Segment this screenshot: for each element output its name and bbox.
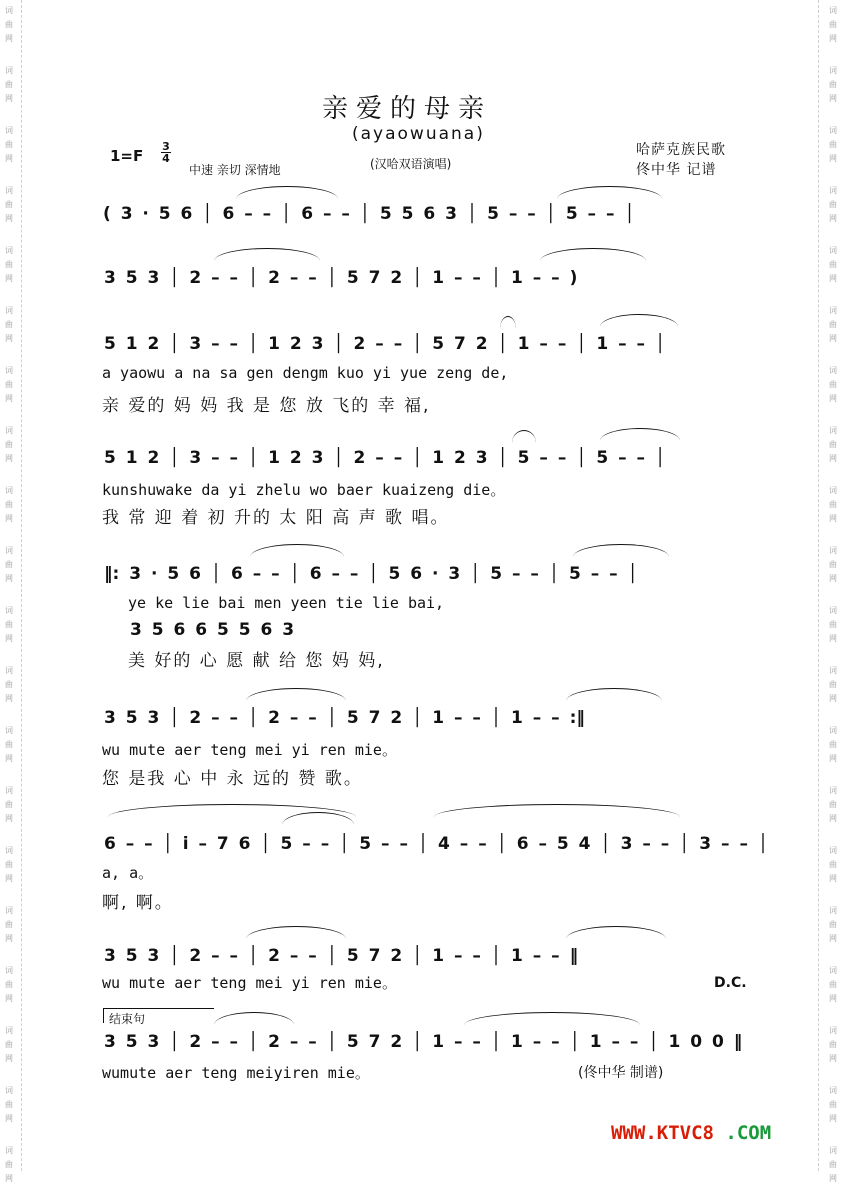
margin-glyph: 网 [5, 514, 13, 523]
tie [464, 1012, 640, 1025]
margin-glyph: 曲 [5, 680, 13, 689]
key-label: 1=F [110, 147, 144, 165]
margin-glyph: 词 [829, 186, 837, 195]
margin-glyph: 曲 [5, 1160, 13, 1169]
tie [250, 544, 344, 557]
tie [600, 428, 680, 441]
margin-glyph: 网 [5, 394, 13, 403]
notes-line-4: 5 1 2 │ 3 – – │ 1 2 3 │ 2 – – │ 1 2 3 │ 5 – – │ 5 – – │ [104, 448, 666, 468]
margin-glyph: 词 [829, 846, 837, 855]
margin-glyph: 网 [5, 214, 13, 223]
margin-glyph: 网 [5, 1174, 13, 1183]
margin-glyph: 网 [829, 994, 837, 1003]
tempo-marking: 中速 亲切 深情地 [189, 163, 281, 177]
margin-glyph: 曲 [829, 440, 837, 449]
margin-glyph: 网 [5, 934, 13, 943]
margin-glyph: 曲 [5, 380, 13, 389]
margin-glyph: 词 [829, 246, 837, 255]
margin-glyph: 曲 [5, 860, 13, 869]
margin-glyph: 网 [829, 874, 837, 883]
staff-line-7 [0, 826, 842, 866]
margin-glyph: 词 [5, 366, 13, 375]
tie [236, 186, 338, 199]
tie [600, 314, 678, 327]
margin-glyph: 词 [829, 366, 837, 375]
lyric-cjk-line-4: 我 常 迎 着 初 升的 太 阳 高 声 歌 唱。 [102, 508, 450, 528]
margin-glyph: 网 [829, 514, 837, 523]
lyric-cjk-line-5: 美 好的 心 愿 献 给 您 妈 妈, [128, 651, 385, 671]
margin-glyph: 词 [5, 606, 13, 615]
tie [557, 186, 662, 199]
margin-glyph: 曲 [829, 1160, 837, 1169]
staff-line-5 [0, 556, 842, 596]
margin-glyph: 词 [829, 966, 837, 975]
version-note: (汉哈双语演唱) [370, 157, 452, 171]
staff-line-2 [0, 260, 842, 300]
margin-glyph: 词 [829, 546, 837, 555]
margin-glyph: 词 [5, 666, 13, 675]
margin-glyph: 曲 [829, 980, 837, 989]
margin-glyph: 曲 [829, 200, 837, 209]
coda-label-box [103, 1008, 214, 1026]
lyric-latin-line-6: wu mute aer teng mei yi ren mie。 [102, 741, 397, 759]
margin-glyph: 网 [829, 814, 837, 823]
margin-glyph: 曲 [829, 140, 837, 149]
margin-glyph: 词 [829, 486, 837, 495]
margin-glyph: 网 [5, 754, 13, 763]
song-subtitle: (ayaowuana) [352, 124, 485, 144]
notes-line-1: ( 3 · 5 6 │ 6 – – │ 6 – – │ 5 5 6 3 │ 5 – – │ 5 – – │ [103, 204, 635, 224]
margin-glyph: 网 [829, 574, 837, 583]
margin-glyph: 词 [829, 726, 837, 735]
margin-glyph: 网 [5, 1114, 13, 1123]
lyric-latin-line-8: wu mute aer teng mei yi ren mie。 [102, 974, 397, 992]
margin-glyph: 词 [829, 906, 837, 915]
margin-glyph: 词 [5, 546, 13, 555]
margin-glyph: 曲 [5, 20, 13, 29]
margin-glyph: 曲 [5, 1040, 13, 1049]
notes-line-6: 3 5 3 │ 2 – – │ 2 – – │ 5 7 2 │ 1 – – │ 1 – – :‖ [104, 708, 585, 728]
margin-glyph: 词 [829, 306, 837, 315]
site-text: WWW.KTVC8 [611, 1122, 714, 1144]
margin-glyph: 网 [829, 214, 837, 223]
margin-glyph: 曲 [5, 140, 13, 149]
margin-glyph: 网 [5, 994, 13, 1003]
margin-glyph: 曲 [829, 320, 837, 329]
margin-glyph: 曲 [829, 1040, 837, 1049]
margin-glyph: 词 [5, 1086, 13, 1095]
margin-glyph: 曲 [829, 20, 837, 29]
margin-glyph: 曲 [5, 200, 13, 209]
margin-glyph: 曲 [829, 620, 837, 629]
site-tld: .COM [725, 1122, 772, 1144]
tie [434, 804, 680, 817]
tie [500, 316, 516, 329]
margin-glyph: 曲 [5, 560, 13, 569]
margin-glyph: 词 [5, 66, 13, 75]
notes-line-8: 3 5 3 │ 2 – – │ 2 – – │ 5 7 2 │ 1 – – │ 1 – – ‖ [104, 946, 579, 966]
margin-glyph: 词 [5, 306, 13, 315]
margin-glyph: 网 [5, 634, 13, 643]
time-denominator: 4 [162, 152, 170, 165]
margin-glyph: 网 [5, 334, 13, 343]
margin-glyph: 词 [5, 6, 13, 15]
margin-glyph: 词 [5, 846, 13, 855]
margin-glyph: 曲 [829, 860, 837, 869]
margin-glyph: 网 [5, 574, 13, 583]
margin-glyph: 网 [5, 874, 13, 883]
margin-glyph: 曲 [5, 500, 13, 509]
tie [246, 688, 346, 701]
margin-glyph: 网 [5, 454, 13, 463]
staff-line-4 [0, 440, 842, 480]
tie [573, 544, 669, 557]
margin-glyph: 词 [829, 1146, 837, 1155]
margin-glyph: 曲 [829, 740, 837, 749]
margin-glyph: 网 [829, 154, 837, 163]
margin-glyph: 曲 [5, 80, 13, 89]
margin-glyph: 词 [5, 246, 13, 255]
margin-glyph: 词 [829, 1026, 837, 1035]
margin-glyph: 网 [829, 634, 837, 643]
coda-label: 结束句 [109, 1012, 146, 1026]
notes-line-7: 6 – – │ i – 7 6 │ 5 – – │ 5 – – │ 4 – – │ 6 – 5 4 │ 3 – – │ 3 – – │ [104, 834, 769, 854]
margin-glyph: 词 [829, 786, 837, 795]
margin-glyph: 网 [5, 694, 13, 703]
tie [214, 1012, 294, 1025]
margin-glyph: 曲 [5, 740, 13, 749]
margin-glyph: 曲 [5, 620, 13, 629]
margin-glyph: 曲 [829, 260, 837, 269]
staff-line-3 [0, 326, 842, 366]
staff-line-9 [0, 1024, 842, 1064]
margin-glyph: 曲 [5, 980, 13, 989]
margin-glyph: 词 [5, 126, 13, 135]
margin-glyph: 网 [5, 1054, 13, 1063]
margin-glyph: 网 [829, 754, 837, 763]
alt-notes-line-5: 3 5 6 6 5 5 6 3 [130, 620, 295, 640]
margin-glyph: 词 [829, 126, 837, 135]
origin-label: 哈萨克族民歌 [636, 142, 726, 158]
notes-line-9: 3 5 3 │ 2 – – │ 2 – – │ 5 7 2 │ 1 – – │ 1 – – │ 1 – – │ 1 0 0 ‖ [104, 1032, 743, 1052]
margin-glyph: 网 [5, 94, 13, 103]
margin-glyph: 词 [5, 906, 13, 915]
margin-glyph: 网 [829, 34, 837, 43]
margin-glyph: 网 [5, 274, 13, 283]
margin-glyph: 网 [829, 454, 837, 463]
margin-glyph: 曲 [5, 1100, 13, 1109]
site-watermark [611, 1122, 771, 1144]
margin-glyph: 词 [5, 966, 13, 975]
margin-glyph: 曲 [5, 320, 13, 329]
credit-label: (佟中华 制谱) [578, 1065, 664, 1081]
margin-glyph: 曲 [829, 80, 837, 89]
lyric-latin-line-4: kunshuwake da yi zhelu wo baer kuaizeng die。 [102, 481, 506, 499]
margin-glyph: 曲 [829, 1100, 837, 1109]
margin-glyph: 网 [829, 934, 837, 943]
margin-glyph: 词 [829, 66, 837, 75]
margin-glyph: 网 [5, 154, 13, 163]
tie [512, 430, 536, 443]
margin-glyph: 词 [5, 1026, 13, 1035]
lyric-latin-line-7: a, a。 [102, 864, 154, 882]
margin-glyph: 曲 [829, 680, 837, 689]
tie [566, 926, 666, 939]
margin-glyph: 曲 [829, 380, 837, 389]
lyric-latin-line-9: wumute aer teng meiyiren mie。 [102, 1064, 370, 1082]
margin-glyph: 网 [5, 814, 13, 823]
margin-glyph: 词 [5, 486, 13, 495]
time-signature [161, 141, 171, 164]
time-numerator: 3 [162, 140, 170, 153]
margin-glyph: 网 [829, 1174, 837, 1183]
margin-glyph: 词 [5, 1146, 13, 1155]
key-signature [110, 147, 143, 165]
margin-glyph: 曲 [829, 920, 837, 929]
dc-marker: D.C. [714, 975, 747, 991]
notes-line-3: 5 1 2 │ 3 – – │ 1 2 3 │ 2 – – │ 5 7 2 │ 1 – – │ 1 – – │ [104, 334, 666, 354]
tie [246, 926, 346, 939]
notes-line-5: ‖: 3 · 5 6 │ 6 – – │ 6 – – │ 5 6 · 3 │ 5 – – │ 5 – – │ [104, 564, 638, 584]
tie [540, 248, 646, 261]
margin-glyph: 曲 [5, 440, 13, 449]
margin-glyph: 网 [829, 694, 837, 703]
lyric-cjk-line-3: 亲 爱的 妈 妈 我 是 您 放 飞的 幸 福, [102, 396, 431, 416]
margin-glyph: 词 [5, 426, 13, 435]
margin-glyph: 网 [829, 274, 837, 283]
margin-glyph: 曲 [5, 800, 13, 809]
margin-glyph: 词 [829, 426, 837, 435]
tie [214, 248, 320, 261]
staff-line-6 [0, 700, 842, 740]
staff-line-1 [0, 196, 842, 236]
lyric-cjk-line-6: 您 是我 心 中 永 远的 赞 歌。 [102, 769, 363, 789]
margin-glyph: 曲 [829, 500, 837, 509]
notes-line-2: 3 5 3 │ 2 – – │ 2 – – │ 5 7 2 │ 1 – – │ 1 – – ) [104, 268, 578, 288]
margin-glyph: 词 [5, 186, 13, 195]
margin-glyph: 词 [829, 666, 837, 675]
margin-glyph: 网 [5, 34, 13, 43]
margin-glyph: 曲 [829, 800, 837, 809]
margin-glyph: 词 [5, 786, 13, 795]
margin-glyph: 词 [829, 606, 837, 615]
margin-glyph: 曲 [5, 260, 13, 269]
margin-glyph: 曲 [829, 560, 837, 569]
margin-glyph: 网 [829, 94, 837, 103]
song-title: 亲爱的母亲 [322, 94, 493, 124]
margin-glyph: 曲 [5, 920, 13, 929]
tie [566, 688, 662, 701]
margin-glyph: 网 [829, 1054, 837, 1063]
lyric-latin-line-3: a yaowu a na sa gen dengm kuo yi yue zeng de, [102, 364, 509, 382]
lyric-cjk-line-7: 啊, 啊。 [102, 893, 174, 913]
margin-glyph: 词 [829, 6, 837, 15]
margin-glyph: 网 [829, 394, 837, 403]
margin-glyph: 词 [5, 726, 13, 735]
transcriber-label: 佟中华 记谱 [636, 162, 717, 178]
margin-glyph: 词 [829, 1086, 837, 1095]
margin-glyph: 网 [829, 334, 837, 343]
lyric-latin-line-5: ye ke lie bai men yeen tie lie bai, [128, 594, 445, 612]
margin-glyph: 网 [829, 1114, 837, 1123]
